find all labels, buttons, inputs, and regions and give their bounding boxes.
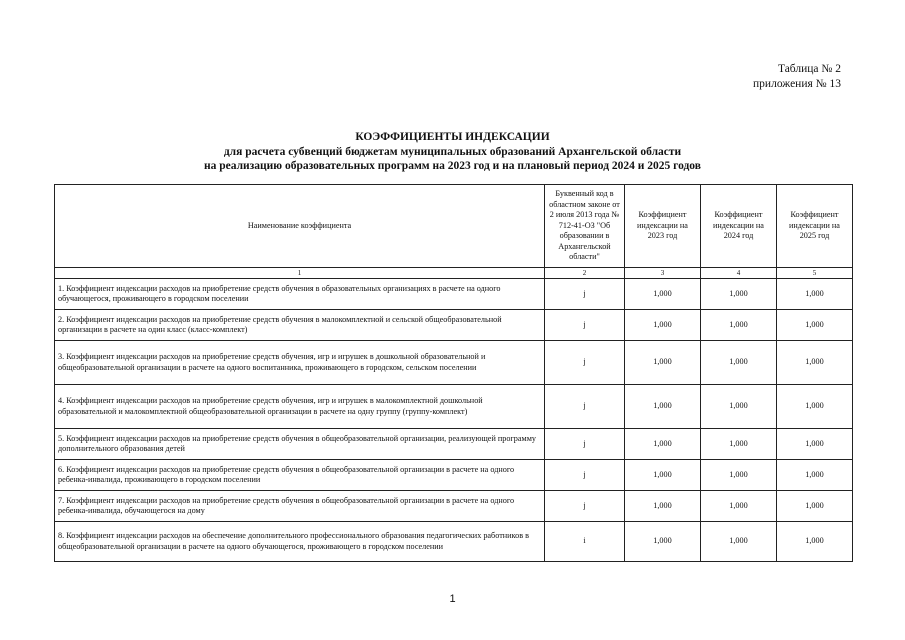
coefficient-2025: 1,000 xyxy=(777,279,853,310)
coefficient-name: 8. Коэффициент индексации расходов на обеспечение дополнительного профессионального образования педагогических работников в общеобразовательной организации в расчете на одного обучающегося, проживающего в городском поселении xyxy=(55,522,545,562)
letter-code: i xyxy=(545,522,625,562)
coefficient-2025: 1,000 xyxy=(777,341,853,385)
coefficient-2024: 1,000 xyxy=(701,341,777,385)
letter-code: j xyxy=(545,460,625,491)
appendix-number: приложения № 13 xyxy=(753,78,841,90)
column-header-2025: Коэффициент индексации на 2025 год xyxy=(777,185,853,268)
column-number: 3 xyxy=(625,268,701,279)
coefficient-name: 5. Коэффициент индексации расходов на приобретение средств обучения в общеобразовательной организации, реализующей программу дополнительного образования детей xyxy=(55,429,545,460)
coefficient-2023: 1,000 xyxy=(625,460,701,491)
coefficient-name: 7. Коэффициент индексации расходов на приобретение средств обучения в общеобразовательной организации в расчете на одного ребенка-инвалида, обучающегося на дому xyxy=(55,491,545,522)
coefficient-2024: 1,000 xyxy=(701,491,777,522)
coefficient-2024: 1,000 xyxy=(701,310,777,341)
coefficient-name: 2. Коэффициент индексации расходов на приобретение средств обучения в малокомплектной и сельской общеобразовательной организации в расчете на один класс (класс-комплект) xyxy=(55,310,545,341)
column-numbers-row xyxy=(55,268,853,279)
coefficient-name: 4. Коэффициент индексации расходов на приобретение средств обучения, игр и игрушек в малокомплектной дошкольной образовательной и малокомплектной общеобразовательной организации в расчете на одну группу (группу-комплект) xyxy=(55,385,545,429)
column-number: 2 xyxy=(545,268,625,279)
letter-code: j xyxy=(545,279,625,310)
coefficient-2025: 1,000 xyxy=(777,310,853,341)
coefficient-2024: 1,000 xyxy=(701,279,777,310)
table-row xyxy=(55,310,853,341)
table-reference xyxy=(641,62,841,92)
coefficient-2023: 1,000 xyxy=(625,522,701,562)
column-header-code: Буквенный код в областном законе от 2 июля 2013 года № 712-41-ОЗ "Об образовании в Архангельской области" xyxy=(545,185,625,268)
coefficient-2024: 1,000 xyxy=(701,522,777,562)
coefficient-2024: 1,000 xyxy=(701,385,777,429)
coefficient-2023: 1,000 xyxy=(625,279,701,310)
column-number: 4 xyxy=(701,268,777,279)
table-row xyxy=(55,341,853,385)
letter-code: j xyxy=(545,385,625,429)
column-header-2024: Коэффициент индексации на 2024 год xyxy=(701,185,777,268)
column-number: 1 xyxy=(55,268,545,279)
coefficient-2025: 1,000 xyxy=(777,491,853,522)
coefficient-2025: 1,000 xyxy=(777,460,853,491)
table-header-row xyxy=(55,185,853,268)
table-row xyxy=(55,279,853,310)
title-line-1: КОЭФФИЦИЕНТЫ ИНДЕКСАЦИИ xyxy=(355,131,550,143)
title-line-3: на реализацию образовательных программ на 2023 год и на плановый период 2024 и 2025 годов xyxy=(204,160,701,172)
coefficient-2025: 1,000 xyxy=(777,385,853,429)
table-row xyxy=(55,491,853,522)
coefficient-name: 1. Коэффициент индексации расходов на приобретение средств обучения в образовательных организациях в расчете на одного обучающегося, проживающего в городском поселении xyxy=(55,279,545,310)
letter-code: j xyxy=(545,310,625,341)
table-row xyxy=(55,385,853,429)
table-row xyxy=(55,522,853,562)
letter-code: j xyxy=(545,491,625,522)
column-header-2023: Коэффициент индексации на 2023 год xyxy=(625,185,701,268)
table-row xyxy=(55,429,853,460)
letter-code: j xyxy=(545,341,625,385)
coefficient-2023: 1,000 xyxy=(625,429,701,460)
coefficient-2024: 1,000 xyxy=(701,429,777,460)
column-header-name: Наименование коэффициента xyxy=(55,185,545,268)
table-number: Таблица № 2 xyxy=(777,63,841,75)
coefficient-2023: 1,000 xyxy=(625,310,701,341)
coefficient-2024: 1,000 xyxy=(701,460,777,491)
coefficient-2025: 1,000 xyxy=(777,522,853,562)
column-number: 5 xyxy=(777,268,853,279)
coefficient-2023: 1,000 xyxy=(625,385,701,429)
coefficient-name: 3. Коэффициент индексации расходов на приобретение средств обучения, игр и игрушек в дошкольной образовательной и общеобразовательной организации в расчете на одного воспитанника, проживающего в городском, сельском поселении xyxy=(55,341,545,385)
title-line-2: для расчета субвенций бюджетам муниципальных образований Архангельской области xyxy=(223,145,682,158)
document-title xyxy=(0,130,905,174)
table-row xyxy=(55,460,853,491)
coefficient-2023: 1,000 xyxy=(625,341,701,385)
coefficient-2025: 1,000 xyxy=(777,429,853,460)
coefficient-2023: 1,000 xyxy=(625,491,701,522)
coefficient-name: 6. Коэффициент индексации расходов на приобретение средств обучения в общеобразовательной организации в расчете на одного ребенка-инвалида, проживающего в городском поселении xyxy=(55,460,545,491)
coefficients-table xyxy=(54,184,853,562)
page-number: 1 xyxy=(449,593,456,605)
letter-code: j xyxy=(545,429,625,460)
